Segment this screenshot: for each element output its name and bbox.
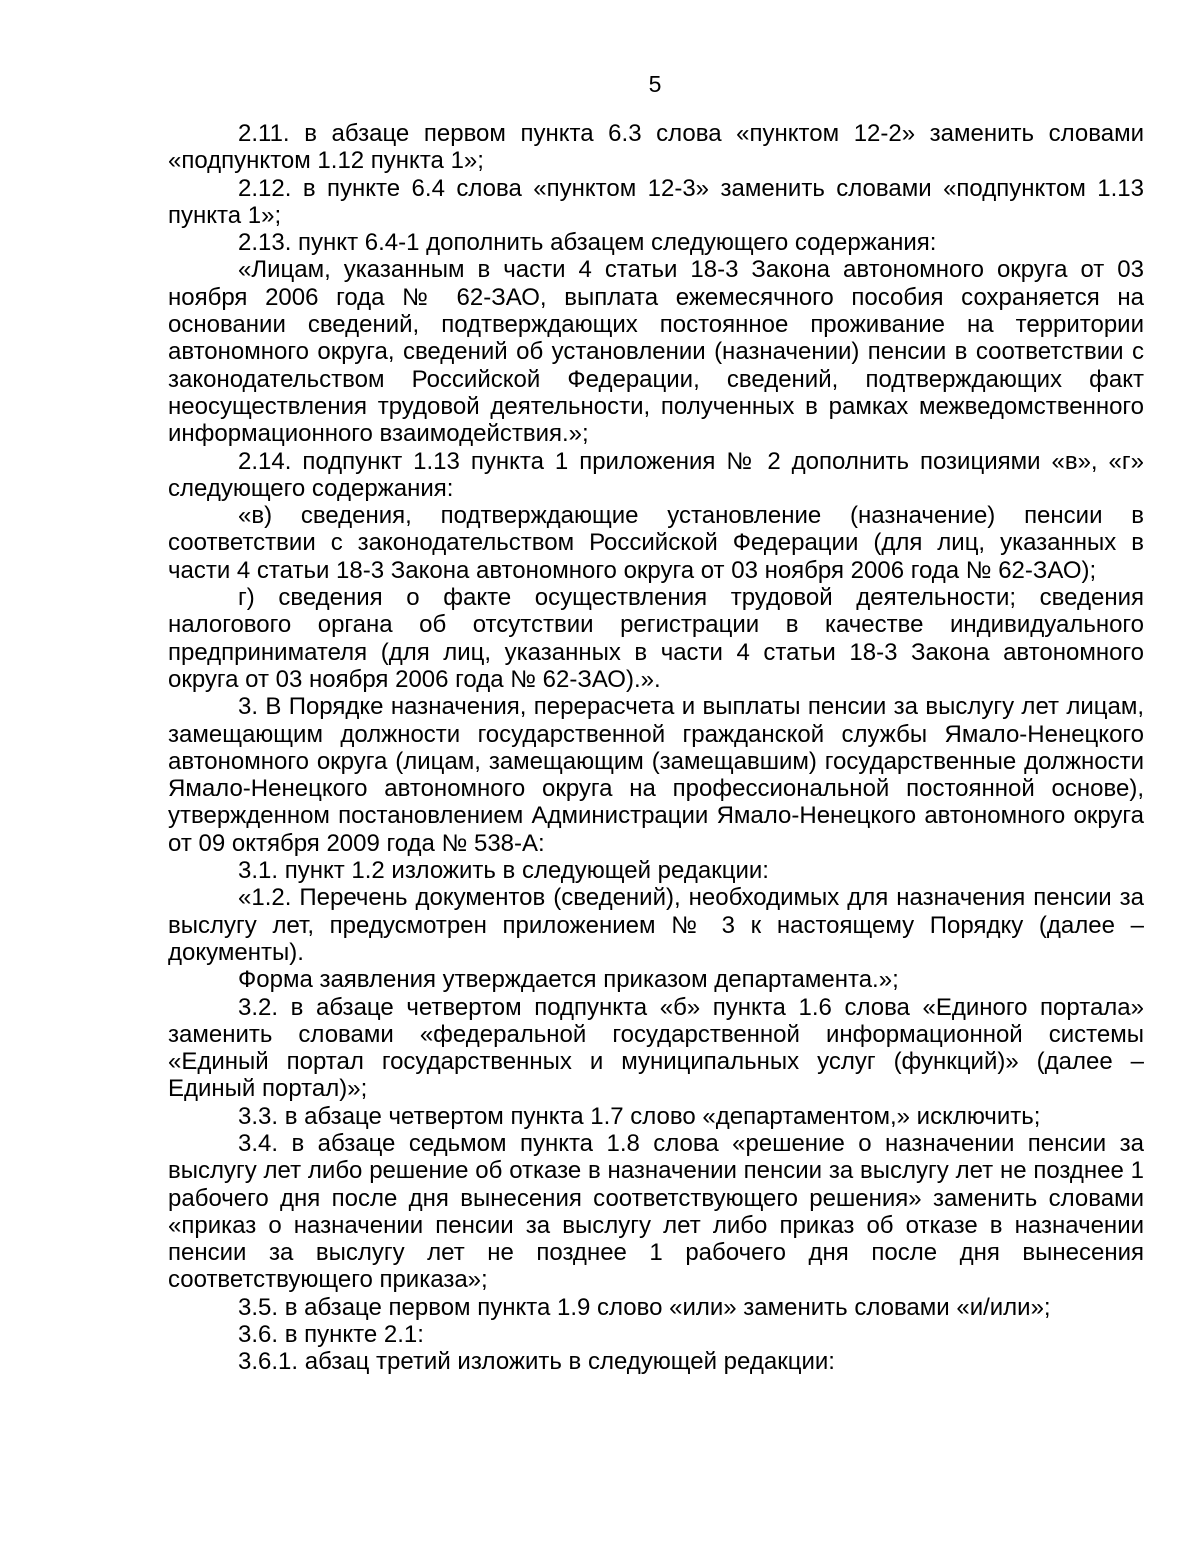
paragraph-2-14-item-v: «в) сведения, подтверждающие установление (назначение) пенсии в соответствии с законодательством Российской Федерации (для лиц, указанных в части 4 статьи 18-3 Закона автономного округа от 03 ноября 2006 года № 62-ЗАО);: [168, 502, 1144, 584]
paragraph-3-4: 3.4. в абзаце седьмом пункта 1.8 слова «решение о назначении пенсии за выслугу лет либо решение об отказе в назначении пенсии за выслугу лет не позднее 1 рабочего дня после дня вынесения соответствующего решения» заменить словами «приказ о назначении пенсии за выслугу лет либо приказ об отказе в назначении пенсии за выслугу лет не позднее 1 рабочего дня после дня вынесения соответствующего приказа»;: [168, 1129, 1144, 1294]
paragraph-2-13: 2.13. пункт 6.4-1 дополнить абзацем следующего содержания:: [238, 229, 937, 257]
paragraph-3: 3. В Порядке назначения, перерасчета и выплаты пенсии за выслугу лет лицам, замещающим должности государственной гражданской службы Ямало-Ненецкого автономного округа (лицам, замещающим (замещавшим) государственные должности Ямало-Ненецкого автономного округа на профессиональной постоянной основе), утвержденном постановлением Администрации Ямало-Ненецкого автономного округа от 09 октября 2009 года № 538-А:: [168, 693, 1144, 857]
paragraph-3-1-quote: «1.2. Перечень документов (сведений), необходимых для назначения пенсии за выслугу лет, предусмотрен приложением № 3 к настоящему Порядку (далее – документы).: [168, 884, 1144, 966]
paragraph-2-14-item-g: г) сведения о факте осуществления трудовой деятельности; сведения налогового органа об отсутствии регистрации в качестве индивидуального предпринимателя (для лиц, указанных в части 4 статьи 18-3 Закона автономного округа от 03 ноября 2006 года № 62-ЗАО).».: [168, 584, 1144, 693]
document-body: [168, 120, 1144, 1376]
paragraph-2-12: 2.12. в пункте 6.4 слова «пунктом 12-3» заменить словами «подпунктом 1.13 пункта 1»;: [168, 174, 1144, 229]
paragraph-3-6-1: 3.6.1. абзац третий изложить в следующей редакции:: [238, 1348, 835, 1376]
paragraph-3-5: 3.5. в абзаце первом пункта 1.9 слово «или» заменить словами «и/или»;: [238, 1293, 1051, 1321]
paragraph-2-11: 2.11. в абзаце первом пункта 6.3 слова «пунктом 12-2» заменить словами «подпунктом 1.12 пункта 1»;: [168, 120, 1144, 175]
paragraph-2-13-quote: «Лицам, указанным в части 4 статьи 18-3 Закона автономного округа от 03 ноября 2006 года № 62-ЗАО, выплата ежемесячного пособия сохраняется на основании сведений, подтверждающих постоянное проживание на территории автономного округа, сведений об установлении (назначении) пенсии в соответствии с законодательством Российской Федерации, сведений, подтверждающих факт неосуществления трудовой деятельности, полученных в рамках межведомственного информационного взаимодействия.»;: [168, 256, 1144, 448]
page-number: 5: [648, 71, 662, 97]
paragraph-3-1: 3.1. пункт 1.2 изложить в следующей редакции:: [238, 857, 769, 885]
paragraph-3-6: 3.6. в пункте 2.1:: [238, 1321, 424, 1349]
paragraph-3-3: 3.3. в абзаце четвертом пункта 1.7 слово «департаментом,» исключить;: [238, 1102, 1041, 1130]
paragraph-2-14: 2.14. подпункт 1.13 пункта 1 приложения № 2 дополнить позициями «в», «г» следующего содержания:: [168, 447, 1144, 502]
paragraph-3-1-form: Форма заявления утверждается приказом департамента.»;: [238, 966, 899, 994]
paragraph-3-2: 3.2. в абзаце четвертом подпункта «б» пункта 1.6 слова «Единого портала» заменить словами «федеральной государственной информационной системы «Единый портал государственных и муниципальных услуг (функций)» (далее – Единый портал)»;: [168, 993, 1144, 1103]
